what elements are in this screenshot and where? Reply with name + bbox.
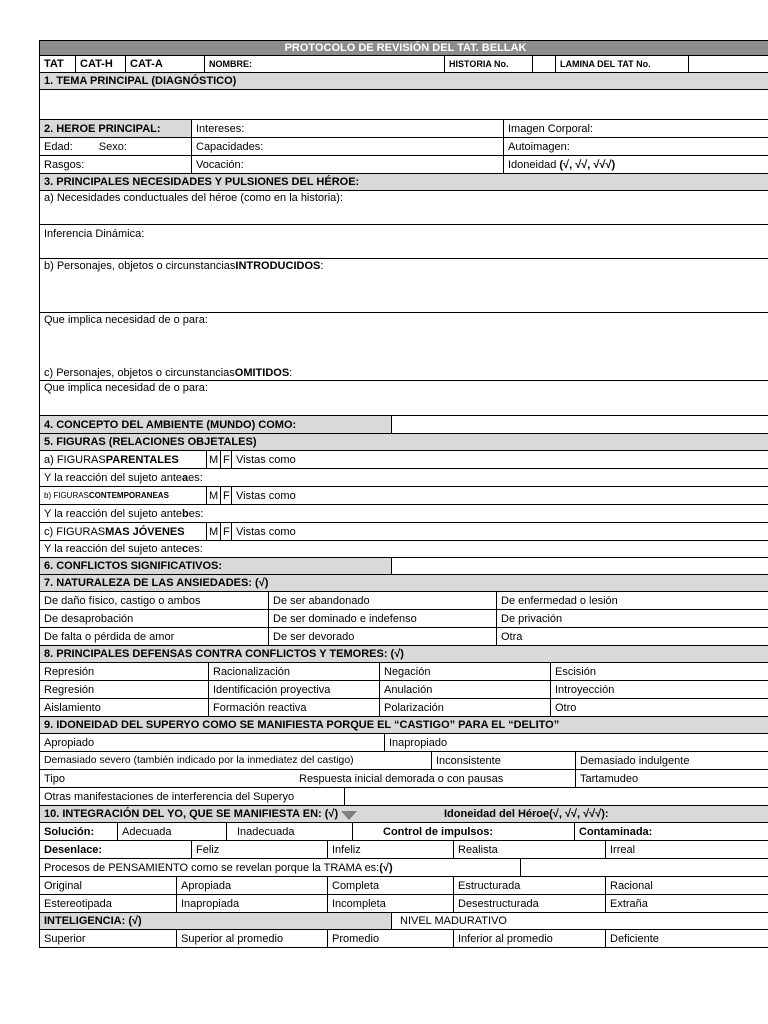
omitidos-pre: c) Personajes, objetos o circunstancias [44,366,235,379]
procesos-field[interactable] [521,859,768,876]
fig-b-pre: b) FIGURAS [44,491,89,500]
fig-c-vistas-field[interactable] [332,523,768,540]
fig-c-vistas[interactable]: Vistas como [236,525,296,538]
idoneidad-label: Idoneidad [508,158,557,171]
defensa-row [39,699,768,717]
omitidos-post: : [289,366,293,379]
nivel-madurativo-label: NIVEL MADURATIVO [400,915,507,927]
defensa-option[interactable]: Represión [40,663,209,680]
necesidades-field[interactable] [39,191,768,225]
arrow-down-icon [341,811,357,820]
section-10-label: 10. INTEGRACIÓN DEL YO, QUE SE MANIFIESTA EN: (√) [44,808,339,820]
control-impulsos-label[interactable]: Control de impulsos: [353,823,575,840]
section-2-row-3 [39,156,768,174]
apropiado-option[interactable]: Apropiado [40,734,385,751]
title-row [39,40,768,56]
fig-b-m-option[interactable]: M [207,487,221,504]
fig-a-m-option[interactable]: M [207,451,221,468]
solucion-label: Solución: [40,823,118,840]
intereses-field[interactable]: Intereses: [192,120,504,137]
superyo-row-2 [39,752,768,770]
section-2-row-1 [39,120,768,138]
section-3-label: 3. PRINCIPALES NECESIDADES Y PULSIONES DEL HÉROE: [44,176,360,188]
imagen-corporal-field[interactable]: Imagen Corporal: [508,122,593,135]
defensa-option[interactable]: Regresión [40,681,209,698]
otras-manifestaciones-option[interactable]: Otras manifestaciones de interferencia del Superyo [40,788,345,805]
defensa-option[interactable]: Anulación [380,681,551,698]
idoneidad-heroe-label[interactable]: Idoneidad del Héroe(√, √√, √√√): [444,808,609,820]
trama-option[interactable]: Apropiada [177,877,328,894]
react-a-pre: Y la reacción del sujeto ante [44,471,182,484]
react-b-pre: Y la reacción del sujeto ante [44,507,182,520]
section-10-header [39,806,768,823]
fig-b-vistas-field[interactable] [332,487,768,504]
figuras-b-row [39,487,768,505]
figuras-parentales-label [40,451,207,468]
inferencia-field[interactable] [39,225,768,259]
inapropiado-option[interactable]: Inapropiado [389,736,448,749]
tartamudeo-option[interactable]: Tartamudeo [580,772,639,785]
react-b-row[interactable] [39,505,768,523]
section-8-header [39,646,768,663]
edad-sexo-cell[interactable] [40,138,192,155]
trama-option[interactable]: Estereotipada [40,895,177,912]
trama-option[interactable]: Completa [328,877,454,894]
idoneidad-marks: (√, √√, √√√) [559,158,616,171]
section-2-label: 2. HEROE PRINCIPAL: [40,120,192,137]
conflictos-field[interactable] [392,558,768,574]
trama-option[interactable]: Inapropiada [177,895,328,912]
introducidos-post: : [320,260,324,272]
procesos-pre: Procesos de PENSAMIENTO como se revelan porque la TRAMA es: [44,861,380,874]
fig-c-bold: MAS JÓVENES [105,525,185,538]
fig-a-vistas-field[interactable] [332,451,768,468]
irreal-option[interactable]: Irreal [610,843,636,856]
historia-label: HISTORIA No. [445,56,533,72]
contaminada-label[interactable]: Contaminada: [579,825,653,838]
trama-option[interactable]: Racional [610,879,653,892]
react-c-pre: Y la reacción del sujeto ante [44,543,182,555]
capacidades-field[interactable]: Capacidades: [192,138,504,155]
ansiedad-option[interactable]: De daño físico, castigo o ambos [40,592,269,609]
trama-option[interactable]: Original [40,877,177,894]
inteligencia-option[interactable]: Superior al promedio [177,930,328,947]
fig-a-bold: PARENTALES [105,453,179,466]
react-b-post: es: [188,507,204,520]
fig-b-f-option[interactable]: F [221,487,232,504]
trama-option[interactable]: Desestructurada [454,895,606,912]
otras-manifestaciones-field[interactable] [345,788,768,805]
ambiente-field[interactable] [392,416,768,433]
defensa-option[interactable]: Identificación proyectiva [209,681,380,698]
section-1-label: 1. TEMA PRINCIPAL (DIAGNÓSTICO) [44,75,237,87]
protocol-form [39,40,768,948]
section-4-row [39,416,768,434]
fig-a-vistas[interactable]: Vistas como [236,453,296,466]
infeliz-option[interactable]: Infeliz [328,841,454,858]
inferencia-label: Inferencia Dinámica: [44,228,145,240]
react-c-label [40,541,768,557]
lamina-label: LAMINA DEL TAT No. [556,56,689,72]
superyo-row-1 [39,734,768,752]
omitidos-label [40,365,768,380]
ansiedad-option[interactable]: De ser abandonado [269,592,497,609]
adecuada-option[interactable]: Adecuada [118,823,227,840]
section-1-field[interactable] [39,90,768,120]
implica-1-label: Que implica necesidad de o para: [44,314,208,326]
omitidos-bold: OMITIDOS [234,366,290,379]
react-b-letter: b [182,507,189,520]
section-6-label: 6. CONFLICTOS SIGNIFICATIVOS: [40,558,392,574]
section-5-label: 5. FIGURAS (RELACIONES OBJETALES) [44,436,257,448]
defensa-option[interactable]: Aislamiento [40,699,209,716]
fig-b-vistas[interactable]: Vistas como [236,489,296,502]
section-1-header [39,73,768,90]
react-c-post: es: [188,543,203,555]
inconsistente-option[interactable]: Inconsistente [432,752,576,769]
figuras-jovenes-label [40,523,207,540]
ansiedad-option[interactable]: De ser devorado [269,628,497,645]
ansiedad-row [39,592,768,610]
section-8-label: 8. PRINCIPALES DEFENSAS CONTRA CONFLICTOS Y TEMORES: (√) [44,648,404,660]
section-4-label: 4. CONCEPTO DEL AMBIENTE (MUNDO) COMO: [40,416,392,433]
inteligencia-option[interactable]: Inferior al promedio [454,930,606,947]
fig-a-f-option[interactable]: F [221,451,232,468]
react-c-row[interactable] [39,541,768,558]
implica-1-field[interactable] [39,313,768,365]
ansiedad-option[interactable]: De desaprobación [40,610,269,627]
implica-2-label: Que implica necesidad de o para: [44,382,208,394]
defensa-option[interactable]: Escisión [555,665,596,678]
fig-c-m-option[interactable]: M [207,523,221,540]
section-2-row-2 [39,138,768,156]
figuras-contemporaneas-label [40,487,207,504]
section-7-label: 7. NATURALEZA DE LAS ANSIEDADES: (√) [44,577,269,589]
trama-row-b [39,895,768,913]
introducidos-label [40,259,768,312]
inteligencia-option[interactable]: Deficiente [610,932,659,945]
vocacion-field[interactable]: Vocación: [192,156,504,173]
defensa-row [39,681,768,699]
tema-principal-input[interactable] [40,90,768,119]
defensa-option[interactable]: Introyección [555,683,615,696]
section-9-header [39,717,768,734]
respuesta-option[interactable]: Respuesta inicial demorada o con pausas [295,770,576,787]
severo-option[interactable]: Demasiado severo (también indicado por la inmediatez del castigo) [40,752,432,769]
indulgente-option[interactable]: Demasiado indulgente [580,754,690,767]
necesidades-label: a) Necesidades conductuales del héroe (como en la historia): [44,192,343,204]
ansiedad-option[interactable]: De falta o pérdida de amor [40,628,269,645]
defensa-option[interactable]: Formación reactiva [209,699,380,716]
procesos-check: (√) [379,861,393,874]
inteligencia-row [39,930,768,948]
edad-label: Edad: [44,140,73,153]
inteligencia-label: INTELIGENCIA: (√) [40,913,392,929]
procesos-label [40,859,521,876]
defensa-option[interactable]: Negación [380,663,551,680]
desenlace-label: Desenlace: [40,841,192,858]
omitidos-field[interactable] [39,365,768,381]
procesos-row [39,859,768,877]
react-a-label [40,469,768,486]
superyo-row-4 [39,788,768,806]
realista-option[interactable]: Realista [454,841,606,858]
defensa-option[interactable]: Polarización [380,699,551,716]
figuras-a-row [39,451,768,469]
figuras-c-row [39,523,768,541]
sexo-label: Sexo: [98,140,127,153]
ansiedad-row [39,610,768,628]
fig-c-f-option[interactable]: F [221,523,232,540]
idoneidad-field[interactable] [504,156,768,173]
trama-option[interactable]: Incompleta [328,895,454,912]
header-row [39,56,768,73]
autoimagen-field[interactable]: Autoimagen: [508,140,570,153]
section-6-row [39,558,768,575]
trama-row-a [39,877,768,895]
trama-option[interactable]: Estructurada [454,877,606,894]
defensa-option[interactable]: Racionalización [209,663,380,680]
section-5-header [39,434,768,451]
react-c-letter: c [182,543,189,555]
implica-2-field[interactable] [39,381,768,416]
form-title: PROTOCOLO DE REVISIÓN DEL TAT. BELLAK [40,41,768,55]
ansiedad-option[interactable]: Otra [501,630,523,643]
react-a-post: es: [188,471,203,484]
superyo-row-3 [39,770,768,788]
trama-option[interactable]: Extraña [610,897,648,910]
nombre-field[interactable]: NOMBRE: [205,56,445,72]
solucion-row [39,823,768,841]
section-10-label-cell [40,806,440,822]
section-9-label: 9. IDONEIDAD DEL SUPERYO COMO SE MANIFIESTA PORQUE EL “CASTIGO” PARA EL “DELITO” [44,719,560,731]
desenlace-row [39,841,768,859]
ansiedad-option[interactable]: De privación [501,612,563,625]
introducidos-field[interactable] [39,259,768,313]
inteligencia-header [39,913,768,930]
inteligencia-option[interactable]: Superior [40,930,177,947]
tipo-option[interactable]: Tipo [44,772,65,785]
feliz-option[interactable]: Feliz [192,841,328,858]
fig-b-bold: CONTEMPORANEAS [88,491,169,500]
historia-field[interactable] [533,56,556,72]
fig-c-pre: c) FIGURAS [44,525,106,538]
react-a-row[interactable] [39,469,768,487]
defensa-option[interactable]: Otro [555,701,577,714]
cat-h-checkbox[interactable]: CAT-H [76,56,126,72]
ansiedad-option[interactable]: De ser dominado e indefenso [269,610,497,627]
introducidos-bold: INTRODUCIDOS [235,260,321,272]
fig-a-pre: a) FIGURAS [44,453,106,466]
defensa-row [39,663,768,681]
react-a-letter: a [182,471,189,484]
rasgos-field[interactable]: Rasgos: [40,156,192,173]
lamina-field[interactable] [689,56,768,72]
section-7-header [39,575,768,592]
introducidos-pre: b) Personajes, objetos o circunstancias [44,260,236,272]
inteligencia-option[interactable]: Promedio [328,930,454,947]
inadecuada-option[interactable]: Inadecuada [227,823,353,840]
cat-a-checkbox[interactable]: CAT-A [126,56,205,72]
section-3-header [39,174,768,191]
react-b-label [40,505,768,522]
ansiedad-row [39,628,768,646]
ansiedad-option[interactable]: De enfermedad o lesión [501,594,618,607]
tat-checkbox[interactable]: TAT [40,56,76,72]
